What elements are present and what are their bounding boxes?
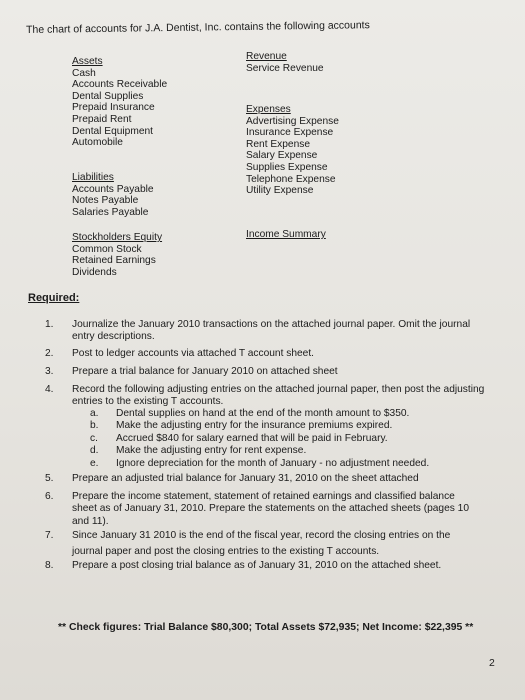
step-line: entry descriptions. xyxy=(72,331,155,343)
step-line: Prepare a post closing trial balance as of January 31, 2010 on the attached sheet. xyxy=(72,560,442,571)
page-number: 2 xyxy=(489,658,495,669)
step-3-text xyxy=(72,366,338,378)
substep-letter: d. xyxy=(90,445,99,457)
income-summary-section xyxy=(246,229,326,241)
account-item: Accounts Receivable xyxy=(72,79,168,91)
account-item: Advertising Expense xyxy=(246,115,339,127)
substep-texts xyxy=(116,408,429,470)
step-line: Post to ledger accounts via attached T account sheet. xyxy=(72,348,315,359)
step-line: Prepare the income statement, statement of retained earnings and classified balance xyxy=(72,491,455,502)
substep-text: Ignore depreciation for the month of January - no adjustment needed. xyxy=(116,457,430,469)
substep-text: Dental supplies on hand at the end of the month amount to $350. xyxy=(116,408,410,419)
account-item: Salaries Payable xyxy=(72,206,149,218)
account-item: Dividends xyxy=(72,266,117,278)
step-number: 3. xyxy=(45,366,54,377)
step-number: 5. xyxy=(45,473,54,484)
assets-section xyxy=(72,56,167,149)
document-title: The chart of accounts for J.A. Dentist, Inc. contains the following accounts xyxy=(26,19,370,36)
step-line: Prepare a trial balance for January 2010 on attached sheet xyxy=(72,366,338,377)
assets-heading: Assets xyxy=(72,56,103,67)
account-item: Supplies Expense xyxy=(246,161,328,173)
step-number: 2. xyxy=(45,348,54,359)
account-item: Rent Expense xyxy=(246,138,310,150)
account-item: Common Stock xyxy=(72,243,142,255)
substep-text: Accrued $840 for salary earned that will be paid in February. xyxy=(116,432,388,444)
account-item: Prepaid Rent xyxy=(72,113,132,125)
check-figures: ** Check figures: Trial Balance $80,300; Total Assets $72,935; Net Income: $22,395 ** xyxy=(58,622,474,633)
step-2-text xyxy=(72,348,314,360)
substep-letter: b. xyxy=(90,420,99,432)
step-1-text xyxy=(72,319,470,344)
equity-heading: Stockholders Equity xyxy=(72,232,163,243)
step-number: 4. xyxy=(45,384,54,395)
substep-letter: c. xyxy=(90,432,98,444)
step-line: Journalize the January 2010 transactions on the attached journal paper. Omit the journal xyxy=(72,319,471,330)
revenue-section xyxy=(246,51,324,74)
expenses-heading: Expenses xyxy=(246,104,291,115)
account-item: Telephone Expense xyxy=(246,173,336,185)
step-line: and 11). xyxy=(72,515,109,527)
step-number: 6. xyxy=(45,491,54,502)
step-line: sheet as of January 31, 2010. Prepare the statements on the attached sheets (pages 10 xyxy=(72,503,470,515)
account-item: Utility Expense xyxy=(246,185,314,197)
step-number: 1. xyxy=(45,319,54,330)
account-item: Notes Payable xyxy=(72,195,139,207)
substep-letter: e. xyxy=(90,457,99,469)
account-item: Insurance Expense xyxy=(246,127,334,139)
required-heading: Required: xyxy=(28,292,80,304)
liabilities-heading: Liabilities xyxy=(72,172,114,183)
step-line: Prepare an adjusted trial balance for January 31, 2010 on the sheet attached xyxy=(72,473,419,484)
account-item: Service Revenue xyxy=(246,62,324,74)
substep-letters xyxy=(90,408,99,470)
step-line: entries to the existing T accounts. xyxy=(72,396,224,408)
step-6-text xyxy=(72,491,469,528)
revenue-heading: Revenue xyxy=(246,51,287,62)
step-number: 8. xyxy=(45,560,54,571)
step-8-text xyxy=(72,560,441,572)
account-item: Automobile xyxy=(72,137,123,149)
substep-letter: a. xyxy=(90,408,99,419)
step-line: Record the following adjusting entries on the attached journal paper, then post the adjusting xyxy=(72,384,485,395)
step-5-text xyxy=(72,473,419,485)
step-4-text xyxy=(72,384,484,409)
equity-section xyxy=(72,232,162,278)
account-item: Dental Supplies xyxy=(72,90,144,102)
substep-text: Make the adjusting entry for rent expense. xyxy=(116,445,307,457)
step-7-text xyxy=(72,530,450,559)
account-item: Cash xyxy=(72,67,96,79)
account-item: Salary Expense xyxy=(246,150,318,162)
income-summary-heading: Income Summary xyxy=(246,229,326,240)
substep-text: Make the adjusting entry for the insurance premiums expired. xyxy=(116,420,393,432)
account-item: Prepaid Insurance xyxy=(72,102,155,114)
liabilities-section xyxy=(72,172,154,218)
expenses-section xyxy=(246,104,339,197)
account-item: Retained Earnings xyxy=(72,255,156,267)
step-line: Since January 31 2010 is the end of the fiscal year, record the closing entries on the xyxy=(72,530,451,541)
account-item: Accounts Payable xyxy=(72,183,154,195)
account-item: Dental Equipment xyxy=(72,125,153,137)
step-number: 7. xyxy=(45,530,54,541)
step-line: journal paper and post the closing entries to the existing T accounts. xyxy=(72,546,380,558)
